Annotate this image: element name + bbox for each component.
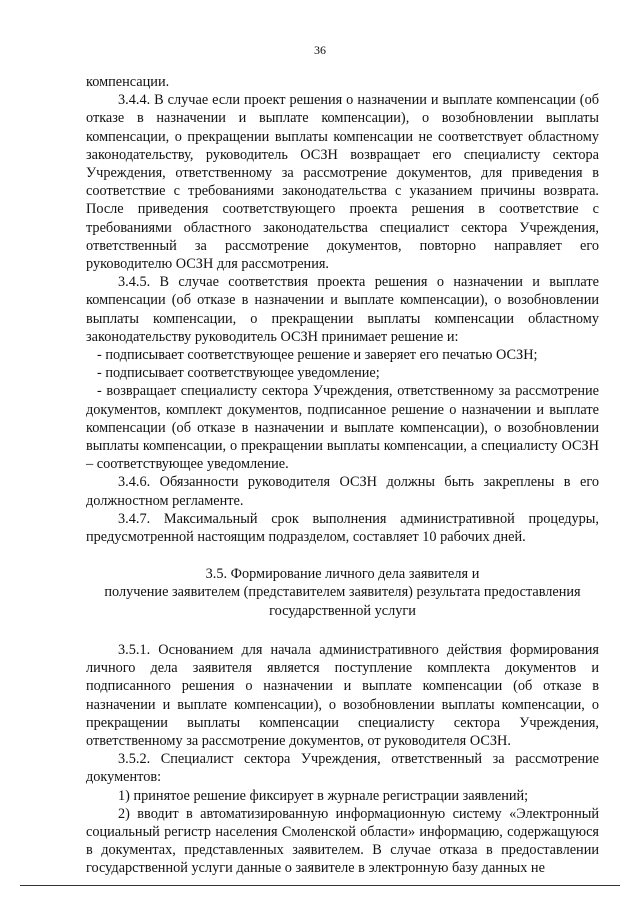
paragraph-continuation: компенсации. (86, 74, 170, 90)
section-heading-line: 3.5. Формирование личного дела заявителя и (205, 566, 480, 583)
paragraph-3-4-5: 3.4.5. В случае соответствия проекта решения о назначении и выплате компенсации (об отказе в назначении и выплате компенсации), о возобновлении выплаты компенсации, о прекращении выплаты компенсации областному законодательству руководитель ОСЗН принимает решение и: (86, 274, 599, 345)
list-item-register-decision: 1) принятое решение фиксирует в журнале регистрации заявлений; (118, 787, 529, 804)
document-body (86, 73, 599, 878)
paragraph-3-5-1: 3.5.1. Основанием для начала административного действия формирования личного дела заявителя является поступление комплекта документов и подписанного решения о назначении и выплате компенсации (об отказе в назначении и выплате компенсации), о возобновлении выплаты компенсации, о прекращении выплаты компенсации специалисту сектора Учреждения, ответственному за рассмотрение документов, от руководителя ОСЗН. (86, 641, 599, 749)
list-item-sign-notice: - подписывает соответствующее уведомление; (97, 365, 380, 382)
paragraph-3-5-2: 3.5.2. Специалист сектора Учреждения, ответственный за рассмотрение документов: (86, 751, 599, 786)
paragraph-3-4-4: 3.4.4. В случае если проект решения о назначении и выплате компенсации (об отказе в назначении и выплате компенсации), о возобновлении выплаты компенсации, о прекращении выплаты компенсации не соответствует областному законодательству, руководитель ОСЗН возвращает его специалисту сектора Учреждения, ответственному за рассмотрение документов, для приведения в соответствие с требованиями законодательства с указанием причины возврата. После приведения соответствующего проекта решения в соответствие с требованиями областного законодательства специалист сектора Учреждения, ответственный за рассмотрение документов, повторно направляет его руководителю ОСЗН для рассмотрения. (86, 92, 599, 273)
section-heading-line: получение заявителем (представителем заявителя) результата предоставления (104, 584, 581, 601)
list-item-sign-decision: - подписывает соответствующее решение и заверяет его печатью ОСЗН; (97, 347, 538, 364)
list-item-return-documents: - возвращает специалисту сектора Учреждения, ответственному за рассмотрение документов, комплект документов, подписанное решение о назначении и выплате компенсации (об отказе в назначении и выплате компенсации), о возобновлении выплаты компенсации, о прекращении выплаты компенсации, а специалисту ОСЗН – соответствующее уведомление. (86, 383, 599, 473)
footer-rule (20, 885, 620, 886)
section-heading-3-5 (86, 565, 599, 620)
section-heading-line: государственной услуги (269, 602, 416, 619)
paragraph-3-4-6: 3.4.6. Обязанности руководителя ОСЗН должны быть закреплены в его должностном регламенте. (86, 474, 599, 509)
paragraph-3-4-7: 3.4.7. Максимальный срок выполнения административной процедуры, предусмотренной настоящим подразделом, составляет 10 рабочих дней. (86, 510, 599, 546)
page-number: 36 (314, 43, 326, 57)
list-item-enter-data: 2) вводит в автоматизированную информационную систему «Электронный социальный регистр населения Смоленской области» информацию, содержащуюся в документах, представленных заявителем. В случае отказа в предоставлении государственной услуги данные о заявителе в электронную базу данных не (86, 805, 599, 877)
